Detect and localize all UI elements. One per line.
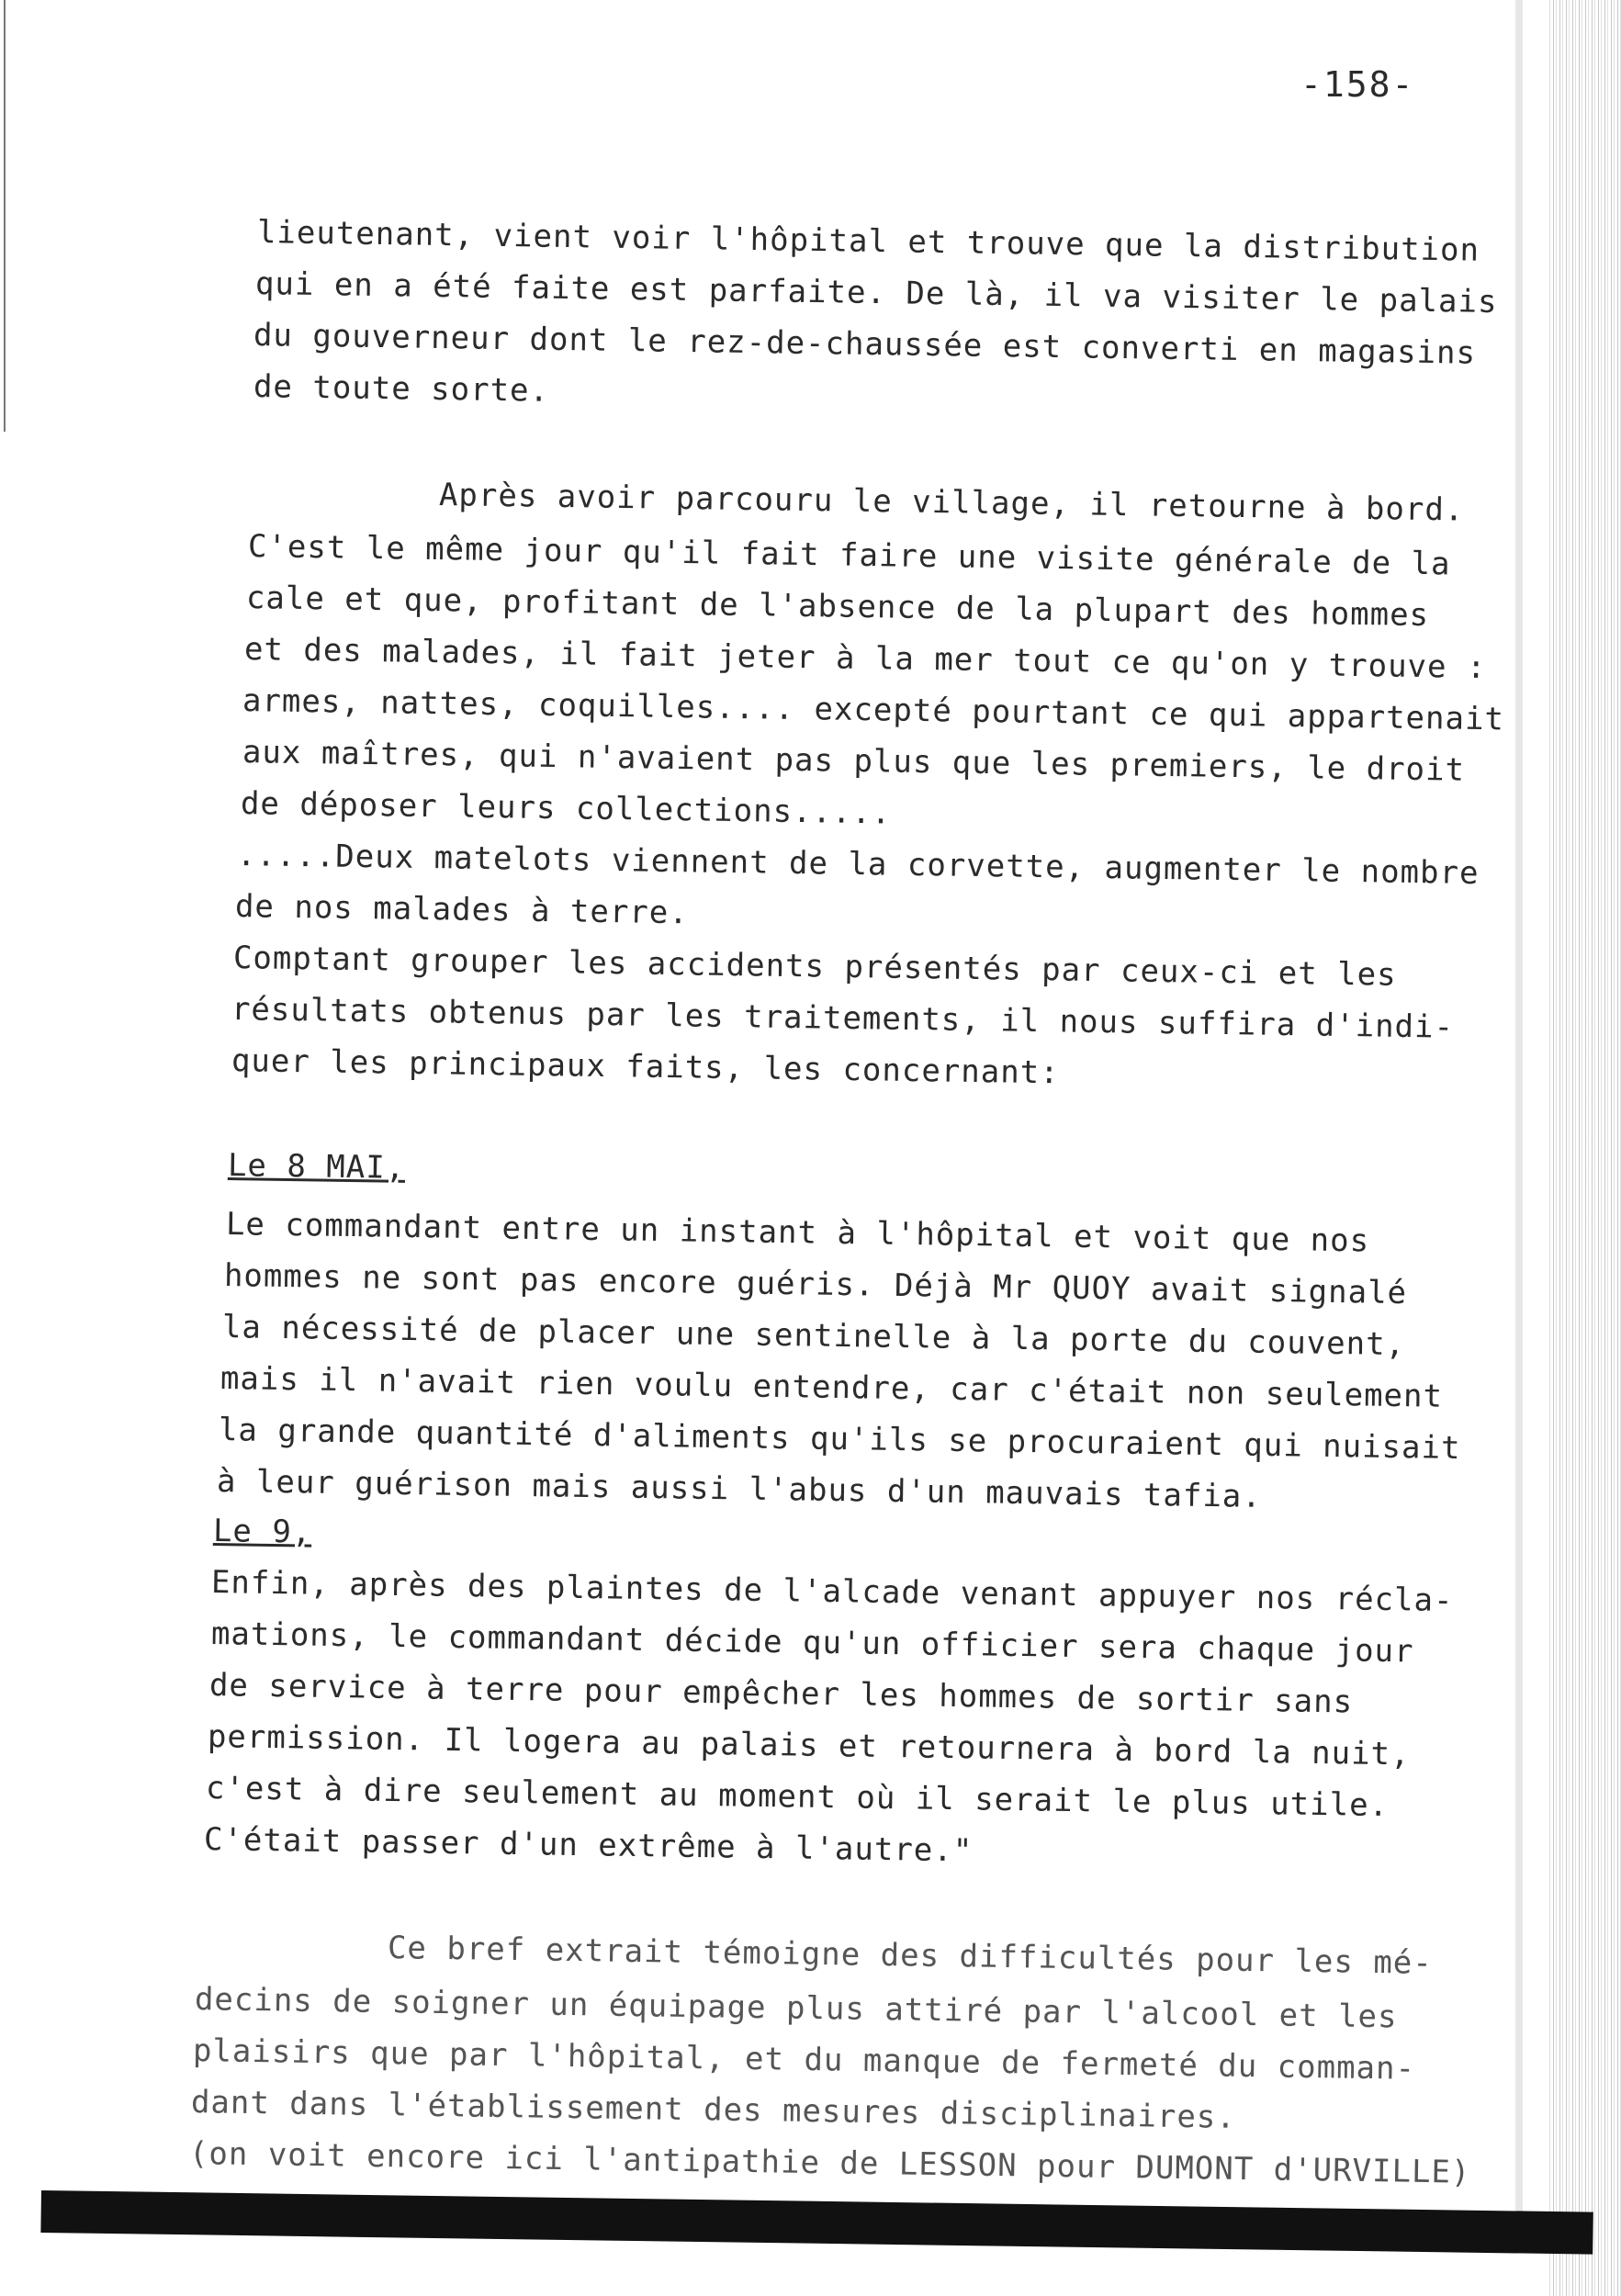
text-line: Après avoir parcouru le village, il retourne à bord. xyxy=(438,477,1465,529)
text-line: la grande quantité d'aliments qu'ils se procuraient qui nuisait xyxy=(218,1412,1461,1468)
page-number: -158- xyxy=(1300,64,1415,105)
text-line: c'est à dire seulement au moment où il serait le plus utile. xyxy=(205,1770,1390,1825)
date-heading: Le 9, xyxy=(212,1513,312,1551)
text-line: Enfin, après des plaintes de l'alcade venant appuyer nos récla- xyxy=(210,1564,1454,1620)
text-line: hommes ne sont pas encore guéris. Déjà Mr QUOY avait signalé xyxy=(223,1257,1408,1312)
text-line: aux maîtres, qui n'avaient pas plus que les premiers, le droit xyxy=(242,734,1466,789)
text-line: et des malades, il fait jeter à la mer tout ce qu'on y trouve : xyxy=(243,631,1487,687)
text-line: decins de soigner un équipage plus attiré par l'alcool et les xyxy=(194,1981,1398,2036)
date-heading: Le 8 MAI, xyxy=(227,1147,406,1187)
text-line: plaisirs que par l'hôpital, et du manque de fermeté du comman- xyxy=(192,2032,1416,2088)
text-line: de toute sorte. xyxy=(253,368,550,410)
text-line: de déposer leurs collections..... xyxy=(240,785,892,832)
text-line: dant dans l'établissement des mesures disciplinaires. xyxy=(190,2084,1237,2136)
text-line: Ce bref extrait témoigne des difficultés pour les mé- xyxy=(387,1930,1434,1982)
text-line: la nécessité de placer une sentinelle à la porte du couvent, xyxy=(221,1309,1406,1364)
text-line: (on voit encore ici l'antipathie de LESSON pour DUMONT d'URVILLE) xyxy=(188,2135,1471,2191)
text-line: permission. Il logera au palais et retournera à bord la nuit, xyxy=(207,1718,1411,1773)
text-line: qui en a été faite est parfaite. De là, il va visiter le palais xyxy=(254,265,1498,321)
text-line: mais il n'avait rien voulu entendre, car c'était non seulement xyxy=(220,1360,1444,1415)
text-line: C'est le même jour qu'il fait faire une visite générale de la xyxy=(247,528,1451,583)
text-line: cale et que, profitant de l'absence de la plupart des hommes xyxy=(245,580,1430,635)
text-line: Comptant grouper les accidents présentés par ceux-ci et les xyxy=(232,940,1397,994)
text-line: à leur guérison mais aussi l'abus d'un mauvais tafia. xyxy=(216,1463,1263,1515)
text-line: .....Deux matelots viennent de la corvette, augmenter le nombre xyxy=(236,837,1480,893)
scan-margin-line xyxy=(4,0,6,432)
text-line: C'était passer d'un extrême à l'autre." xyxy=(203,1821,974,1870)
text-line: mations, le commandant décide qu'un officier sera chaque jour xyxy=(210,1615,1414,1671)
text-line: de service à terre pour empêcher les hommes de sortir sans xyxy=(208,1667,1354,1721)
text-line: du gouverneur dont le rez-de-chaussée est converti en magasins xyxy=(253,317,1477,372)
text-line: armes, nattes, coquilles.... excepté pourtant ce qui appartenait xyxy=(242,682,1505,738)
scan-bottom-shadow xyxy=(40,2190,1593,2255)
text-line: Le commandant entre un instant à l'hôpital et voit que nos xyxy=(225,1206,1370,1260)
text-line: résultats obtenus par les traitements, il nous suffira d'indi- xyxy=(231,991,1455,1046)
page-gutter-shadow xyxy=(1515,0,1523,2241)
text-line: quer les principaux faits, les concernant: xyxy=(231,1042,1060,1092)
page-edge-texture xyxy=(1548,0,1621,2296)
text-line: de nos malades à terre. xyxy=(234,888,690,932)
text-line: lieutenant, vient voir l'hôpital et trouve que la distribution xyxy=(256,214,1480,269)
